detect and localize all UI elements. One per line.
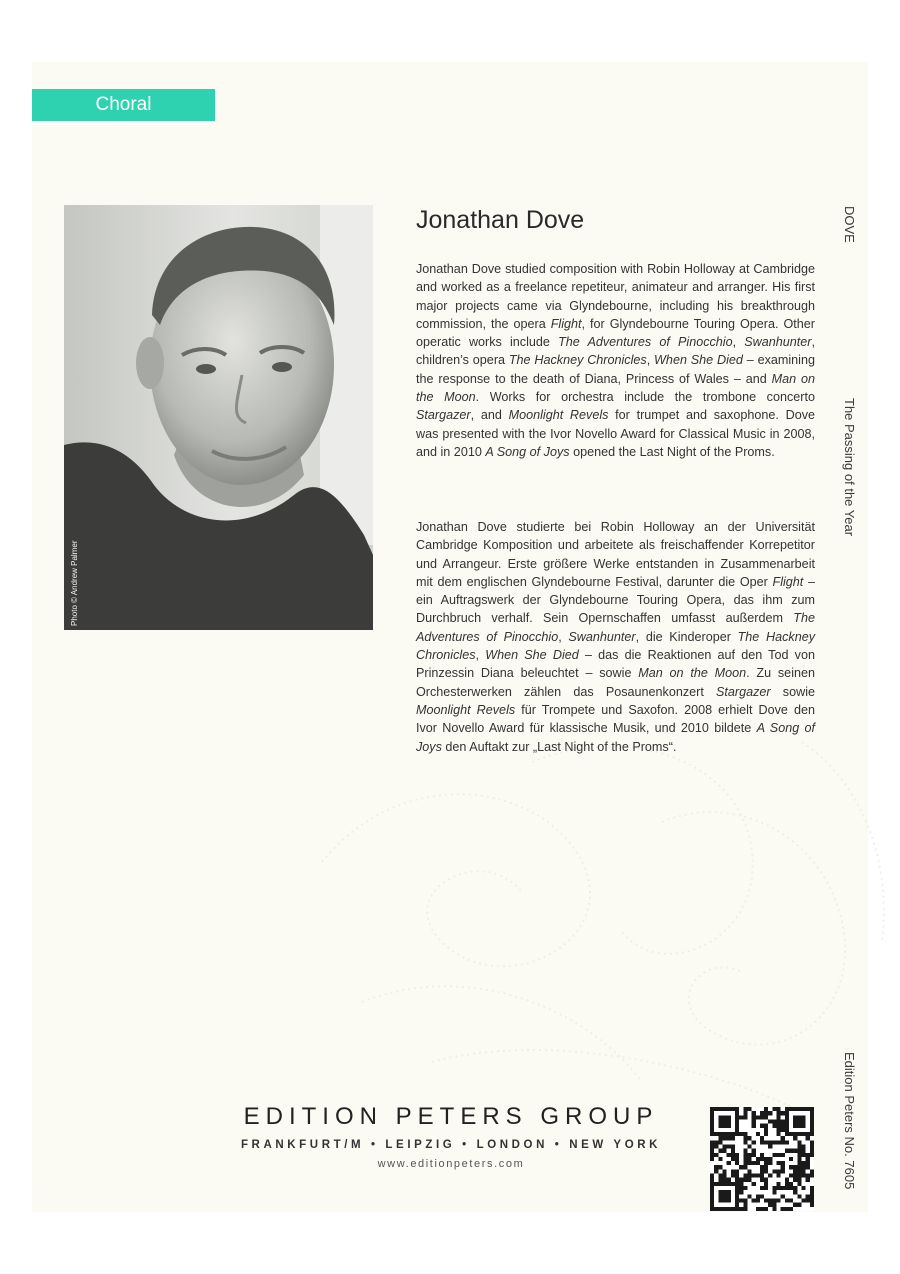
category-label: Choral xyxy=(32,89,215,121)
spine-title: The Passing of the Year xyxy=(842,398,857,537)
biography-german: Jonathan Dove studierte bei Robin Holloway an der Universität Cambridge Komposition und arbeitete als freischaffender Korrepetitor und Arrangeur. Erste größere Werke entstanden in Zusammenarbeit mit dem englischen Glyndebourne Festival, darunter die Oper Flight – ein Auftragswerk der Glyndebourne Touring Opera, das ihm zum Durchbruch verhalf. Sein Opernschaffen umfasst außerdem The Adventures of Pinocchio, Swanhunter, die Kinderoper The Hackney Chronicles, When She Died – das die Reaktionen auf den Tod von Prinzessin Diana beleuchtet – sowie Man on the Moon. Zu seinen Orchesterwerken zählen das Posaunenkonzert Stargazer sowie Moonlight Revels für Trompete und Saxofon. 2008 erhielt Dove den Ivor Novello Award für klassische Musik, und 2010 bildete A Song of Joys den Auftakt zur „Last Night of the Proms“. xyxy=(416,520,816,754)
publisher-cities: FRANKFURT/M • LEIPZIG • LONDON • NEW YORK xyxy=(240,1139,662,1151)
biography-english: Jonathan Dove studied composition with Robin Holloway at Cambridge and worked as a freelance repetiteur, animateur and arranger. His first major projects came via Glyndebourne, including his breakthrough commission, the opera Flight, for Glyndebourne Touring Opera. Other operatic works include The Adventures of Pinocchio, Swanhunter, children’s opera The Hackney Chronicles, When She Died – examining the response to the death of Diana, Princess of Wales – and Man on the Moon. Works for orchestra include the trombone concerto Stargazer, and Moonlight Revels for trumpet and saxophone. Dove was presented with the Ivor Novello Award for Classical Music in 2008, and in 2010 A Song of Joys opened the Last Night of the Proms. xyxy=(416,262,816,459)
publisher-name: EDITION PETERS GROUP xyxy=(243,1103,659,1130)
decorative-swirl xyxy=(282,702,900,1122)
publisher-block xyxy=(216,1103,686,1170)
spine-composer: DOVE xyxy=(842,206,857,243)
composer-photo xyxy=(64,205,373,630)
qr-code[interactable] xyxy=(710,1107,814,1211)
spine-edition-number: Edition Peters No. 7605 xyxy=(842,1052,857,1190)
composer-name: Jonathan Dove xyxy=(416,206,585,234)
photo-credit: Photo © Andrew Palmer xyxy=(70,540,79,626)
publisher-url[interactable]: www.editionpeters.com xyxy=(377,1158,525,1170)
